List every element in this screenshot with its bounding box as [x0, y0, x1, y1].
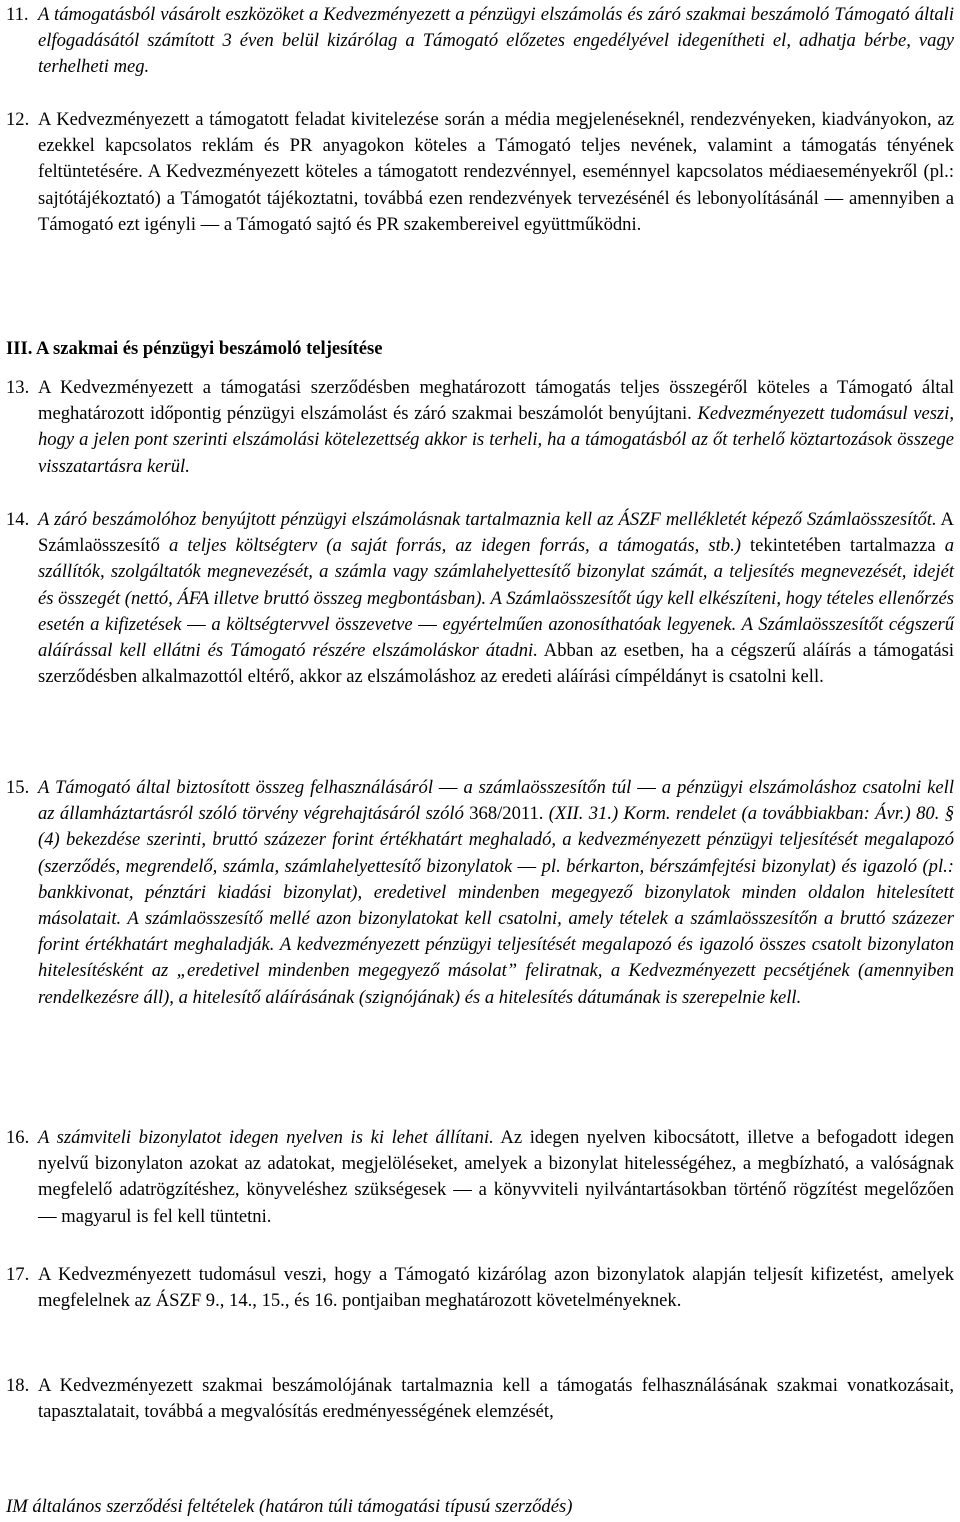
- clause-text: A Kedvezményezett tudomásul veszi, hogy a Támogató kizárólag azon bizonylatok alapján teljesít kifizetést, amelyek megfelelnek az ÁSZF 9., 14., 15., és 16. pontjaiban meghatározott követelményeknek.: [38, 1264, 954, 1312]
- section-heading: III. A szakmai és pénzügyi beszámoló teljesítése: [6, 338, 383, 359]
- clause-number: 12.: [6, 109, 30, 130]
- clause-number: 11.: [6, 4, 29, 25]
- clause-text: A Kedvezményezett a támogatott feladat kivitelezése során a média megjelenéseknél, rendezvényeken, kiadványokon, az ezekkel kapcsolatos reklám és PR anyagokon köteles a Támogató teljes nevének, valamint a támogatás tényének feltüntetésére. A Kedvezményezett köteles a támogatott rendezvénnyel, eseménnyel kapcsolatos médiaeseményekről (pl.: sajtótájékoztató) a Támogatót tájékoztatni, továbbá ezen rendezvények tervezésénél és lebonyolításánál ― amennyiben a Támogató ezt igényli ― a Támogató sajtó és PR szakembereivel együttműködni.: [38, 109, 954, 235]
- clause-text: A Kedvezményezett szakmai beszámolójának tartalmaznia kell a támogatás felhasználásának szakmai vonatkozásait, tapasztalatait, továbbá a megvalósítás eredményességének elemzését,: [38, 1375, 954, 1423]
- clause-text: A záró beszámolóhoz benyújtott pénzügyi elszámolásnak tartalmaznia kell az ÁSZF mellékletét képező Számlaösszesítőt. A Számlaösszesítő a teljes költségterv (a saját forrás, az idegen forrás, a támogatás, stb.) tekintetében tartalmazza a szállítók, szolgáltatók megnevezését, a számla vagy számlahelyettesítő bizonylat számát, a teljesítés megnevezését, idejét és összegét (nettó, ÁFA illetve bruttó összeg megbontásban). A Számlaösszesítőt úgy kell elkészíteni, hogy tételes ellenőrzés esetén a kifizetések ― a költségtervvel összevetve ― egyértelműen azonosíthatóak legyenek. A Számlaösszesítőt cégszerű aláírással kell ellátni és Támogató részére elszámoláskor átadni. Abban az esetben, ha a cégszerű aláírás a támogatási szerződésben alkalmazottól eltérő, akkor az elszámoláshoz az eredeti aláírási címpéldányt is csatolni kell.: [38, 509, 954, 688]
- clause-text: A Kedvezményezett a támogatási szerződésben meghatározott támogatás teljes összegéről köteles a Támogató által meghatározott időpontig pénzügyi elszámolást és záró szakmai beszámolót benyújtani. Kedvezményezett tudomásul veszi, hogy a jelen pont szerinti elszámolási kötelezettség akkor is terheli, ha a támogatásból az őt terhelő köztartozások összege visszatartásra kerül.: [38, 377, 954, 477]
- clause-text: A számviteli bizonylatot idegen nyelven is ki lehet állítani. Az idegen nyelven kibocsátott, illetve a befogadott idegen nyelvű bizonylaton azokat az adatokat, megjelöléseket, amelyek a bizonylat hitelességéhez, a megbízható, a valóságnak megfelelő adatrögzítéshez, könyveléshez szükségesek ― a könyvviteli nyilvántartásokban történő rögzítést megelőzően ― magyarul is fel kell tüntetni.: [38, 1127, 954, 1227]
- clause-number: 16.: [6, 1127, 30, 1148]
- page-footer: IM általános szerződési feltételek (határon túli támogatási típusú szerződés): [6, 1496, 573, 1517]
- clause-number: 18.: [6, 1375, 30, 1396]
- clause-text: A Támogató által biztosított összeg felhasználásáról ― a számlaösszesítőn túl ― a pénzügyi elszámoláshoz csatolni kell az államháztartásról szóló törvény végrehajtásáról szóló 368/2011. (XII. 31.) Korm. rendelet (a továbbiakban: Ávr.) 80. § (4) bekezdése szerinti, bruttó százezer forint értékhatárt meghaladó, a kedvezményezett pénzügyi teljesítését megalapozó (szerződés, megrendelő, számla, számlahelyettesítő bizonylatok ― pl. bérkarton, bérszámfejtési bizonylat) és igazoló (pl.: bankkivonat, pénztári kiadási bizonylat), eredetivel mindenben megegyező bizonylatok minden oldalon hitelesített másolatait. A számlaösszesítő mellé azon bizonylatokat kell csatolni, amely tételek a számlaösszesítőn a bruttó százezer forint értékhatárt meghaladják. A kedvezményezett pénzügyi teljesítését megalapozó és igazoló összes csatolt bizonylaton hitelesítésként az „eredetivel mindenben megegyező másolat” feliratnak, a Kedvezményezett pecsétjének (amennyiben rendelkezésre áll), a hitelesítő aláírásának (szignójának) és a hitelesítés dátumának is szerepelnie kell.: [38, 777, 954, 1008]
- clause-number: 13.: [6, 377, 30, 398]
- clause-text: A támogatásból vásárolt eszközöket a Kedvezményezett a pénzügyi elszámolás és záró szakmai beszámoló Támogató általi elfogadásától számított 3 éven belül kizárólag a Támogató előzetes engedélyével idegenítheti el, adhatja bérbe, vagy terhelheti meg.: [38, 4, 954, 78]
- clause-number: 14.: [6, 509, 30, 530]
- clause-number: 15.: [6, 777, 30, 798]
- clause-number: 17.: [6, 1264, 30, 1285]
